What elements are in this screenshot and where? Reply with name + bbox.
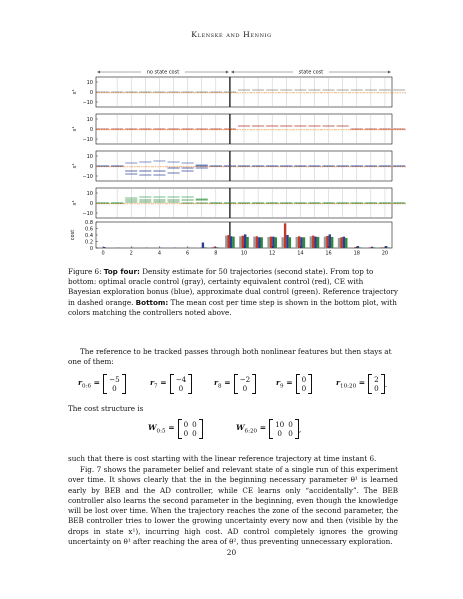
cost-bar <box>213 247 215 248</box>
cost-bar <box>267 237 269 248</box>
equation-r-10-20: $r_{10:20}$ = 2 0 . <box>336 375 388 393</box>
cost-bar <box>387 247 389 248</box>
eq-symbol: r <box>150 378 155 388</box>
reference-equations <box>68 370 398 398</box>
eq-suffix: , <box>298 424 302 434</box>
cost-bar <box>324 237 326 248</box>
arrow-head-icon <box>97 71 100 74</box>
figure-6 <box>0 0 463 262</box>
cost-bar <box>230 236 232 248</box>
eq-subscript: 0:6 <box>82 383 92 390</box>
cost-bar <box>272 237 274 248</box>
x-tick-label: 2 <box>129 250 133 257</box>
cost-bar <box>270 237 272 248</box>
y-axis-label: x¹ <box>72 126 78 132</box>
cost-bar <box>289 237 291 248</box>
vector <box>296 374 313 394</box>
vector <box>234 374 257 394</box>
matrix-cell: 0 <box>288 429 293 438</box>
eq-subscript: 7 <box>154 383 158 390</box>
x-tick-label: 14 <box>297 250 304 257</box>
equation-r-9: $r_9$ = 0 0 <box>276 370 312 398</box>
cost-bar <box>317 237 319 248</box>
cost-bar <box>284 223 286 248</box>
cost-bar <box>260 237 262 248</box>
vector-cell: 0 <box>112 384 117 393</box>
eq-subscript: 0:5 <box>156 428 166 435</box>
vector-cell: 0 <box>374 384 379 393</box>
y-tick-label: 0 <box>89 89 93 96</box>
equation-w-0-5: $W_{0:5}$ = 0 0 0 0 <box>148 415 203 443</box>
vector <box>368 374 388 394</box>
cost-bar <box>310 236 312 248</box>
cost-bar <box>244 234 246 248</box>
matrix-cell: 0 <box>288 420 293 429</box>
matrix-cell: 0 <box>277 429 282 438</box>
x-tick-label: 4 <box>157 250 162 257</box>
cost-bar <box>225 236 227 248</box>
matrix <box>178 419 203 439</box>
cost-bar <box>253 237 255 248</box>
y-tick-label: 0 <box>89 200 93 207</box>
matrix-cell: 0 <box>183 429 189 438</box>
cost-bar <box>352 247 354 248</box>
y-tick-label: 0.6 <box>85 226 93 233</box>
caption-text-bottom: The mean cost per time step is shown in the bottom plot, with colors matching the controllers noted above. <box>68 297 397 317</box>
cost-bar <box>312 236 314 248</box>
caption-label: Figure 6: <box>68 267 102 276</box>
eq-symbol: r <box>336 378 341 388</box>
paragraph-reference: The reference to be tracked passes through both nonlinear features but then stays at one of them: <box>68 347 392 367</box>
cost-bar <box>211 247 213 248</box>
cost-bar <box>371 247 373 248</box>
x-tick-label: 20 <box>381 250 389 257</box>
eq-symbol: r <box>214 378 219 388</box>
x-tick-label: 18 <box>353 250 360 257</box>
y-tick-label: 0 <box>89 163 93 170</box>
x-tick-label: 6 <box>186 250 190 257</box>
cost-bar <box>338 238 340 248</box>
running-header: Klenske and Hennig <box>191 30 272 39</box>
cost-bar <box>354 247 356 248</box>
vector-cell: 2 <box>374 375 379 384</box>
cost-bar <box>329 234 331 248</box>
arrow-head-icon <box>231 71 234 74</box>
matrix-cell: 10 <box>275 420 285 429</box>
y-axis-label: x¹ <box>72 200 78 206</box>
cost-bar <box>359 247 361 248</box>
eq-symbol: r <box>276 378 281 388</box>
y-tick-label: 0.4 <box>85 232 93 239</box>
cost-bar <box>368 247 370 248</box>
caption-bold-top: Top four: <box>103 267 140 276</box>
arrow-head-icon <box>226 71 229 74</box>
vector-cell: −5 <box>109 375 120 384</box>
vector <box>170 374 193 394</box>
y-tick-label: 0.8 <box>85 219 93 226</box>
equation-r-8: $r_8$ = −2 0 <box>214 370 256 398</box>
y-axis-label: x¹ <box>72 89 78 95</box>
y-tick-label: 10 <box>86 116 93 123</box>
cost-bar <box>314 237 316 248</box>
cost-bar <box>103 247 105 248</box>
vector-cell: 0 <box>301 375 307 384</box>
y-tick-label: −10 <box>82 210 93 217</box>
y-axis-label: x¹ <box>72 163 78 169</box>
x-tick-label: 0 <box>101 250 105 257</box>
cost-structure-label: The cost structure is <box>68 404 144 413</box>
equation-r-7: $r_7$ = −4 0 <box>150 370 192 398</box>
y-tick-label: 0 <box>89 126 93 133</box>
cost-bar <box>228 235 230 248</box>
x-tick-label: 8 <box>214 250 218 257</box>
x-tick-label: 16 <box>325 250 332 257</box>
y-tick-label: −10 <box>82 136 93 143</box>
y-tick-label: 10 <box>86 79 93 86</box>
cost-bar <box>380 247 382 248</box>
y-tick-label: 10 <box>86 190 93 197</box>
cost-bar <box>383 247 385 248</box>
cost-bar <box>275 237 277 248</box>
x-tick-label: 10 <box>240 250 248 257</box>
cost-bar <box>357 246 359 248</box>
cost-bar <box>216 247 218 248</box>
y-tick-label: −10 <box>82 99 93 106</box>
cost-bar <box>366 247 368 248</box>
eq-symbol: r <box>78 378 83 388</box>
caption-text-top: Density estimate for 50 trajectories (second state). From top to bottom: optimal oracle control (gray), certainty equivalent control (red), CE with Bayesian exploration bonus (blue), approximate dual control (green). Reference trajectory in dashed orange. <box>68 267 398 307</box>
caption-bold-bottom: Bottom: <box>135 297 169 307</box>
cost-bar <box>340 237 342 248</box>
paragraph-cost: such that there is cost starting with the linear reference trajectory at time instant 6. <box>68 454 377 463</box>
page-number: 20 <box>226 548 237 557</box>
vector-cell: −4 <box>175 375 187 384</box>
arrow-head-icon <box>388 71 391 74</box>
equation-w-6-20: $W_{6:20}$ = 10 0 0 0 , <box>236 420 302 438</box>
eq-subscript: 8 <box>218 383 222 390</box>
vector <box>103 374 126 394</box>
y-tick-label: 10 <box>86 153 93 160</box>
cost-bar <box>326 236 328 248</box>
cost-bar <box>242 236 244 248</box>
cost-bar <box>286 235 288 248</box>
vector-cell: 0 <box>178 384 184 393</box>
cost-bar <box>256 236 258 248</box>
cost-bar <box>331 237 333 248</box>
eq-subscript: 9 <box>280 383 284 390</box>
vector-cell: 0 <box>242 384 248 393</box>
y-tick-label: 0.2 <box>85 239 93 246</box>
cost-bar <box>303 237 305 248</box>
cost-bar <box>343 237 345 248</box>
region-label: state cost <box>298 69 324 76</box>
y-axis-label: cost <box>70 229 76 241</box>
cost-bar <box>112 247 114 248</box>
y-tick-label: −10 <box>82 173 93 180</box>
eq-subscript: 6:20 <box>244 428 258 435</box>
x-tick-label: 12 <box>269 250 276 257</box>
eq-symbol: W <box>148 423 157 433</box>
cost-bar <box>373 247 375 248</box>
paragraph-results: Fig. 7 shows the parameter belief and relevant state of a single run of this experiment over time. It shows clearly that the in the beginning necessary parameter θ¹ is learned early by BEB and the AD controller, while CE learns only “accidentally”. The BEB controller also learns the second parameter in the beginning, even though the knowledge will be lost over time. When the trajectory reaches the zone of the second parameter, the BEB controller tries to lower the growing uncertainty every now and then (visible by the drops in state x¹), incurring high cost. AD control completely ignores the growing uncertainty on θ¹ after reaching the area of θ², thus preventing unnecessary exploration. <box>68 465 398 547</box>
equation-r-0-6: $r_{0:6}$ = −5 0 <box>78 370 126 398</box>
y-tick-label: 0 <box>89 245 93 252</box>
matrix-cell: 0 <box>192 420 197 429</box>
cost-bar <box>345 238 347 248</box>
region-label: no state cost <box>146 69 180 76</box>
cost-bar <box>281 237 283 248</box>
matrix-cell: 0 <box>183 420 189 429</box>
cost-bar <box>300 237 302 248</box>
figure-caption <box>68 267 398 318</box>
vector-cell: −2 <box>239 375 251 384</box>
eq-suffix: . <box>384 379 388 389</box>
eq-symbol: W <box>236 423 245 433</box>
cost-bar <box>239 236 241 248</box>
cost-bar <box>296 237 298 248</box>
cost-bar <box>246 237 248 248</box>
vector-cell: 0 <box>301 384 307 393</box>
cost-bar <box>204 247 206 248</box>
cost-bar <box>298 236 300 248</box>
cost-bar <box>258 237 260 248</box>
cost-bar <box>232 237 234 248</box>
cost-equations <box>68 415 398 443</box>
cost-bar <box>385 246 387 248</box>
eq-subscript: 10:20 <box>340 383 357 390</box>
matrix-cell: 0 <box>192 429 197 438</box>
cost-bar <box>202 242 204 248</box>
